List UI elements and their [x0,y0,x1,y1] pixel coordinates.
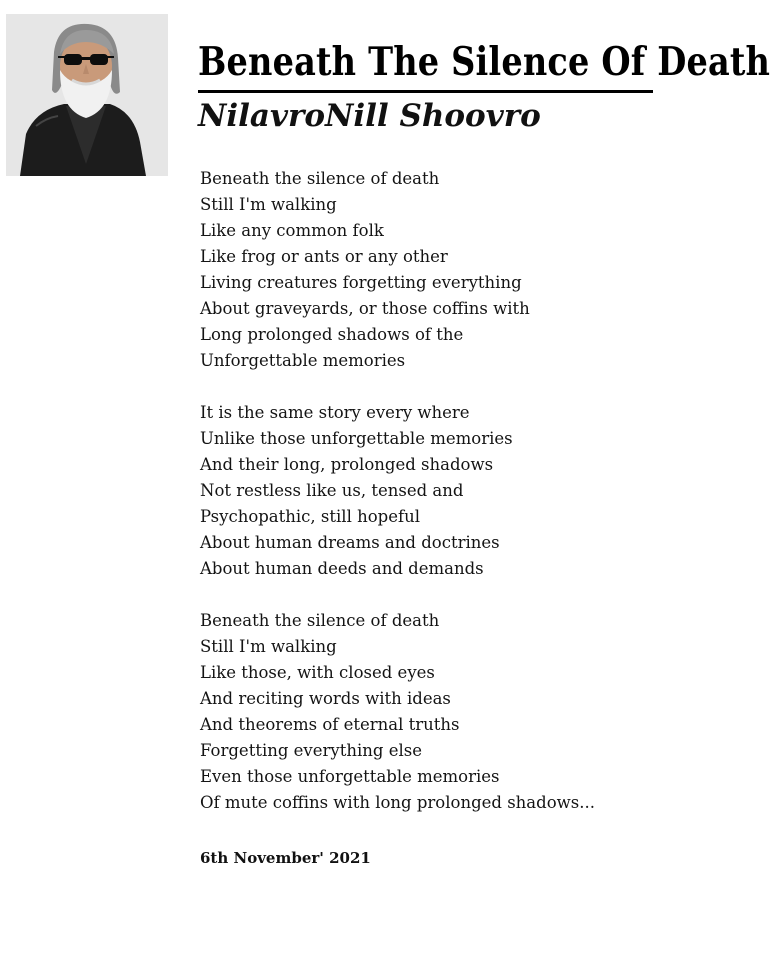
poem-line: Beneath the silence of death [200,611,440,630]
poem-line: Unforgettable memories [200,351,406,370]
poem-line: Still I'm walking [200,195,337,214]
poem-line: Not restless like us, tensed and [200,481,464,500]
poem-title: Beneath The Silence Of Death [198,39,770,85]
poem-line: Beneath the silence of death [200,169,440,188]
poem-line: Like frog or ants or any other [200,247,448,266]
stanza-3 [200,608,680,816]
poem-line: About graveyards, or those coffins with [200,299,530,318]
poem-date: 6th November' 2021 [200,849,371,867]
poem-line: And their long, prolonged shadows [200,455,494,474]
poem-line: Psychopathic, still hopeful [200,507,420,526]
poem-line: About human dreams and doctrines [200,533,500,552]
stanza-1 [200,166,680,374]
author-portrait-image [6,14,168,176]
poem-line: Long prolonged shadows of the [200,325,464,344]
poem-line: Still I'm walking [200,637,337,656]
poem-line: It is the same story every where [200,403,470,422]
poem-line: Like any common folk [200,221,384,240]
poem-line: Forgetting everything else [200,741,422,760]
poem-line: And reciting words with ideas [200,689,451,708]
poem-line: Living creatures forgetting everything [200,273,522,292]
poem-line: Like those, with closed eyes [200,663,435,682]
poem-line: Of mute coffins with long prolonged shadows... [200,793,595,812]
poem-line: Even those unforgettable memories [200,767,500,786]
author-name: NilavroNill Shoovro [198,98,541,134]
title-underline [198,90,653,93]
poem-line: About human deeds and demands [200,559,484,578]
author-avatar [6,14,168,176]
stanza-2 [200,400,680,582]
poem-line: Unlike those unforgettable memories [200,429,513,448]
poem-body [200,166,680,842]
poem-line: And theorems of eternal truths [200,715,460,734]
